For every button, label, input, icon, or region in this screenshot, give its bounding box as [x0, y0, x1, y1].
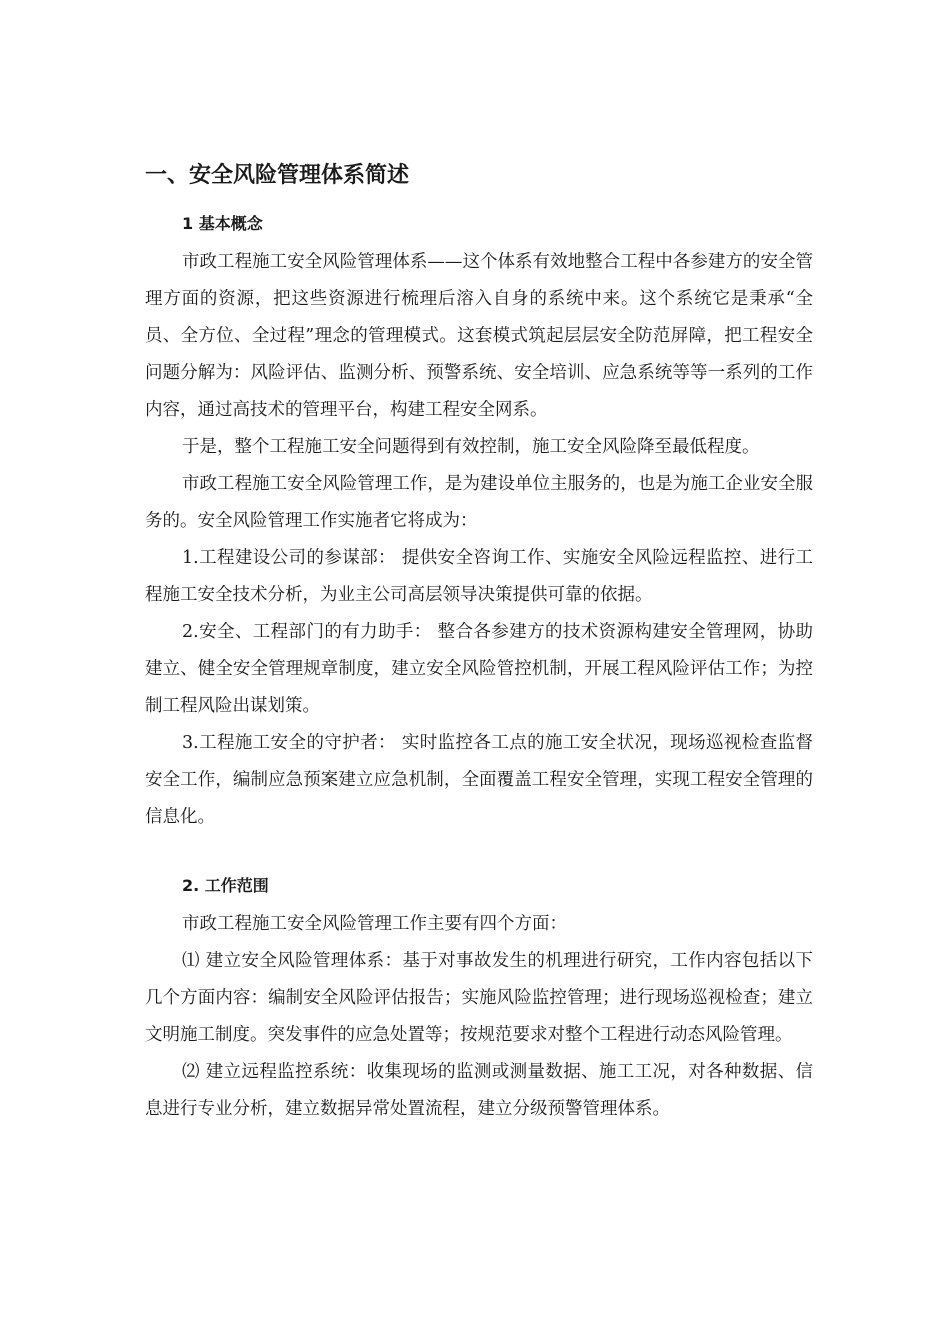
paragraph: 3.工程施工安全的守护者： 实时监控各工点的施工安全状况，现场巡视检查监督安全工作，编制应急预案建立应急机制，全面覆盖工程安全管理，实现工程安全管理的信息化。	[145, 733, 813, 827]
document-title: 一、安全风险管理体系简述	[145, 163, 410, 188]
paragraph: 市政工程施工安全风险管理体系——这个体系有效地整合工程中各参建方的安全管理方面的资源，把这些资源进行梳理后溶入自身的系统中来。这个系统它是秉承“全员、全方位、全过程”理念的管理模式。这套模式筑起层层安全防范屏障，把工程安全问题分解为：风险评估、监测分析、预警系统、安全培训、应急系统等等一系列的工作内容，通过高技术的管理平台，构建工程安全网系。	[145, 252, 813, 420]
paragraph: 市政工程施工安全风险管理工作主要有四个方面：	[182, 914, 567, 934]
paragraph: 市政工程施工安全风险管理工作，是为建设单位主服务的，也是为施工企业安全服务的。安全风险管理工作实施者它将成为：	[145, 474, 813, 531]
document-page	[145, 158, 813, 1128]
section-heading-work-scope: 2. 工作范围	[182, 876, 269, 895]
section-heading-basic-concept: 1 基本概念	[182, 214, 263, 233]
paragraph: 2.安全、工程部门的有力助手： 整合各参建方的技术资源构建安全管理网，协助建立、健全安全管理规章制度，建立安全风险管控机制，开展工程风险评估工作；为控制工程风险出谋划策。	[145, 622, 813, 716]
paragraph: ⑵ 建立远程监控系统：收集现场的监测或测量数据、施工工况，对各种数据、信息进行专业分析，建立数据异常处置流程，建立分级预警管理体系。	[145, 1062, 813, 1119]
paragraph: 于是，整个工程施工安全问题得到有效控制，施工安全风险降至最低程度。	[182, 437, 760, 457]
paragraph: 1.工程建设公司的参谋部： 提供安全咨询工作、实施安全风险远程监控、进行工程施工安全技术分析，为业主公司高层领导决策提供可靠的依据。	[145, 548, 813, 605]
paragraph: ⑴ 建立安全风险管理体系：基于对事故发生的机理进行研究，工作内容包括以下几个方面内容：编制安全风险评估报告；实施风险监控管理；进行现场巡视检查；建立文明施工制度。突发事件的应急处置等；按规范要求对整个工程进行动态风险管理。	[145, 951, 813, 1045]
